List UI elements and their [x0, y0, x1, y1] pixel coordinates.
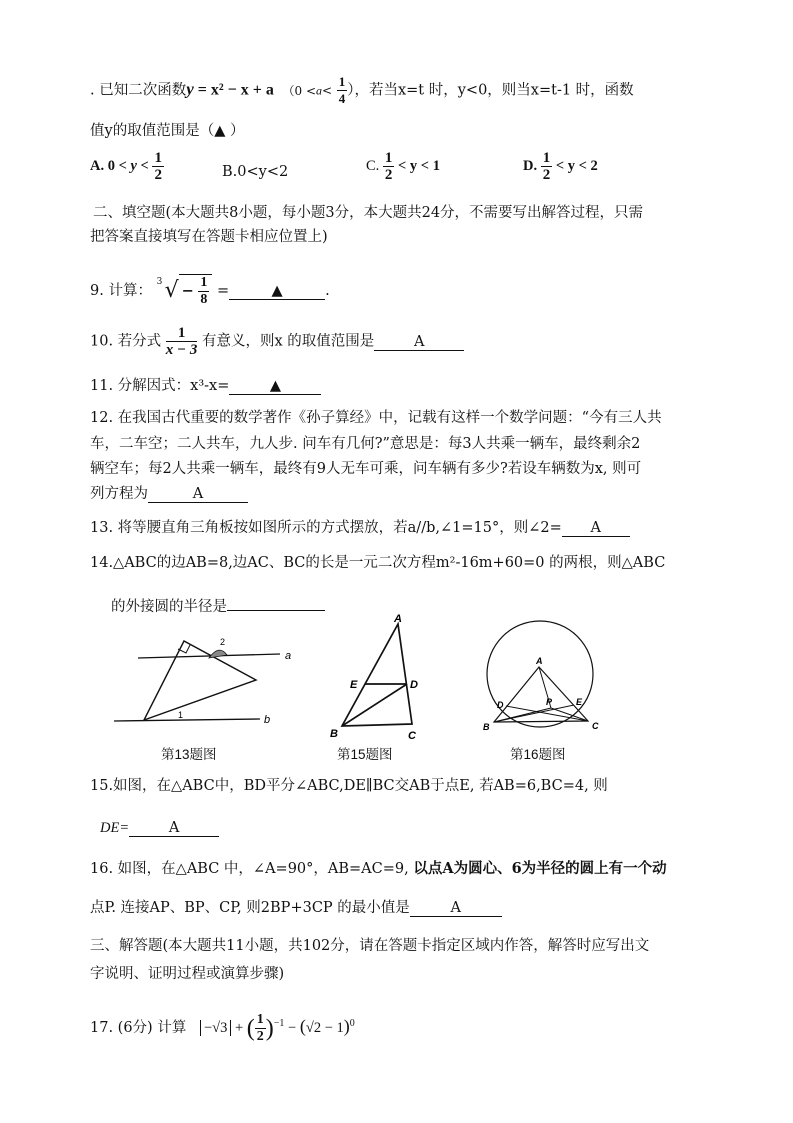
- q8-line2: 值y的取值范围是（▲ ）: [90, 123, 245, 139]
- q11: 11. 分解因式：x³-x= ▲: [90, 376, 321, 396]
- q16-line1: 16. 如图，在△ABC 中，∠A=90°，AB=AC=9, 以点A为圆心、6为半径的圆上有一个动: [90, 860, 667, 877]
- q17: 17. (6分) 计算 −√3 + ( $\frac{1}{2}$ )$^{-1} - (√2 - 1)^0$: [90, 1012, 355, 1044]
- q17-expression: −√3 + ( $\frac{1}{2}$ )$^{-1} - (√2 - 1)^0$: [200, 1012, 355, 1045]
- q8-option-c: C. $\frac{1}{2}$ < y < 1: [366, 150, 440, 183]
- q12-line3: 辆空车；每2人共乘一辆车，最终有9人无车可乘，问车辆有多少?若设车辆数为x, 则可: [90, 461, 642, 477]
- q16-line2: 点P. 连接AP、BP、CP, 则2BP+3CP 的最小值是 A: [90, 898, 502, 918]
- figure-16: [480, 618, 610, 743]
- section2-heading-line1: 二、填空题(本大题共8小题，每小题3分，本大题共24分，不需要写出解答过程，只需: [93, 205, 644, 221]
- svg-text:C: C: [592, 721, 599, 731]
- svg-text:b: b: [264, 714, 271, 726]
- svg-text:D: D: [497, 700, 504, 710]
- line-b: [114, 719, 260, 721]
- q14-line2: 的外接圆的半径是: [111, 592, 325, 617]
- q9: 9. 计算： 3 √ − $\frac{1}{8}$ = ▲ .: [90, 275, 330, 307]
- q13-answer-blank: A: [562, 518, 630, 537]
- section3-heading-line2: 字说明、证明过程或演算步骤): [90, 966, 285, 982]
- figure-13: [108, 628, 298, 738]
- q10-answer-blank: A: [374, 332, 464, 351]
- svg-text:E: E: [576, 697, 583, 707]
- q9-answer-blank: ▲: [229, 281, 325, 300]
- svg-text:E: E: [350, 679, 358, 691]
- q12-line2: 车，二车空；二人共车，九人步. 问车有几何?”意思是：每3人共乘一辆车，最终剩余2: [90, 436, 641, 452]
- svg-text:2: 2: [220, 637, 226, 647]
- section3-heading-line1: 三、解答题(本大题共11小题，共102分，请在答题卡指定区域内作答，解答时应写出文: [90, 938, 650, 954]
- q10: 10. 若分式 $\frac{1}{x - 3}$ 有意义，则x 的取值范围是 A: [90, 325, 464, 358]
- q12-line1: 12. 在我国古代重要的数学著作《孙子算经》中，记载有这样一个数学问题：“今有三人共: [90, 410, 662, 426]
- svg-text:B: B: [330, 728, 338, 740]
- triangle-abc: [342, 624, 412, 726]
- q15-answer-blank: A: [129, 818, 219, 837]
- svg-text:C: C: [408, 730, 416, 742]
- q8-option-a: A. 0 < y < $\frac{1}{2}$: [90, 150, 162, 183]
- figure-15-caption: 第15题图: [337, 747, 393, 762]
- svg-text:a: a: [285, 650, 292, 662]
- q11-answer-blank: ▲: [229, 376, 321, 395]
- angle-2-mark: [209, 650, 227, 658]
- q12-answer-blank: A: [148, 484, 248, 503]
- figure-13-caption: 第13题图: [161, 747, 217, 762]
- q15-line1: 15.如图，在△ABC中，BD平分∠ABC,DE∥BC交AB于点E, 若AB=6,BC=4, 则: [90, 778, 608, 794]
- svg-text:A: A: [536, 656, 543, 666]
- q10-fraction: $\frac{1}{x - 3}$: [165, 325, 198, 358]
- set-square: [144, 641, 256, 720]
- q12-line4: 列方程为 A: [90, 484, 248, 504]
- q8-line1: . 已知二次函数y = x² − x + a （0 <a< $\frac{1}{4}$ ），若当x=t 时，y<0，则当x=t-1 时，函数: [90, 74, 634, 106]
- svg-text:D: D: [410, 679, 418, 691]
- svg-text:B: B: [483, 722, 490, 732]
- q9-cube-root: 3 √ − $\frac{1}{8}$: [157, 274, 213, 308]
- q14-line1: 14.△ABC的边AB=8,边AC、BC的长是一元二次方程m²-16m+60=0 的两根，则△ABC: [90, 555, 666, 571]
- q16-answer-blank: A: [410, 898, 502, 917]
- figure-15: [326, 610, 436, 745]
- q13: 13. 将等腰直角三角板按如图所示的方式摆放，若a//b,∠1=15°，则∠2= A: [90, 518, 630, 538]
- q8-option-d: D. $\frac{1}{2}$ < y < 2: [523, 150, 598, 183]
- q8-option-b: B.0<y<2: [222, 164, 289, 180]
- svg-text:A: A: [394, 613, 402, 625]
- svg-text:1: 1: [178, 710, 184, 720]
- svg-text:P: P: [546, 697, 553, 707]
- q15-line2: DE= A: [100, 818, 219, 838]
- q14-answer-blank: [227, 592, 325, 611]
- figure-16-caption: 第16题图: [510, 747, 566, 762]
- section2-heading-line2: 把答案直接填写在答题卡相应位置上): [90, 229, 328, 245]
- q8-condition-fraction: $\frac{1}{4}$: [338, 74, 346, 106]
